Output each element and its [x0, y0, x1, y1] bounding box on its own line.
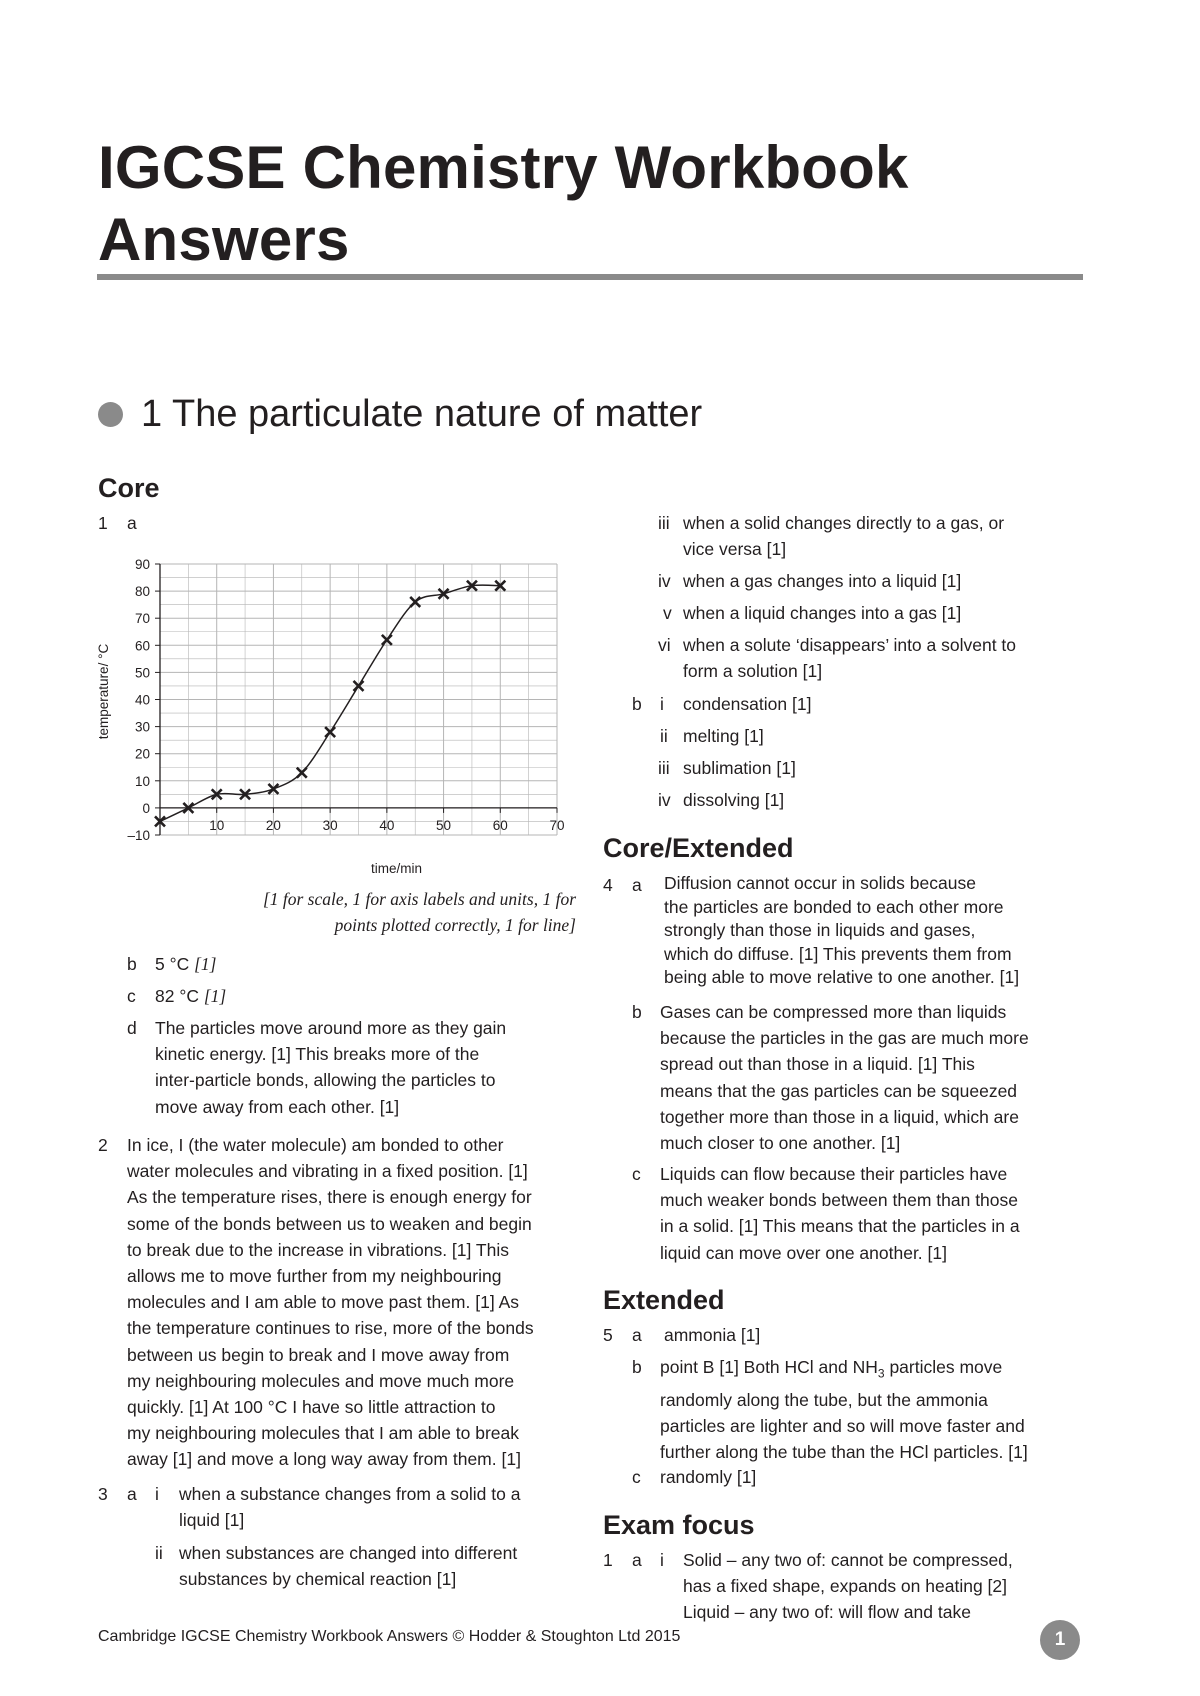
y-tick-label: 90 [134, 557, 150, 572]
q3b-iii-label: iii [658, 758, 670, 778]
y-tick-label: 10 [134, 773, 150, 789]
text-line: move away from each other. [1] [155, 1096, 400, 1117]
q5-number: 5 [603, 1325, 613, 1345]
q2-number: 2 [98, 1135, 108, 1155]
y-tick-label: 80 [134, 584, 150, 600]
text-line: quickly. [1] At 100 °C I have so little attraction to [127, 1397, 496, 1418]
q2-answer [127, 1132, 534, 1473]
text-line: The particles move around more as they gain [155, 1018, 507, 1038]
text-line: much weaker bonds between them than those [660, 1190, 1018, 1211]
q3a-iii-label: iii [658, 513, 670, 533]
text-line: substances by chemical reaction [1] [179, 1569, 457, 1590]
text-line: particles are lighter and so will move faster and [660, 1415, 1025, 1436]
text-line: molecules and I am able to move past them. [1] As [127, 1292, 520, 1313]
text-line: liquid can move over one another. [1] [660, 1242, 947, 1263]
x-tick-label: 20 [265, 817, 281, 833]
text-line: has a fixed shape, expands on heating [2] [683, 1576, 1007, 1597]
text-line: Solid – any two of: cannot be compressed, [683, 1550, 1013, 1570]
x-tick-label: 70 [549, 817, 565, 833]
y-tick-label: 20 [134, 746, 150, 762]
q5a-answer: ammonia [1] [664, 1325, 761, 1345]
q3a-label: a [127, 1484, 137, 1504]
x-tick-label: 10 [209, 817, 225, 833]
q1a-label: a [127, 513, 137, 533]
text-line: Liquids can flow because their particles have [660, 1164, 1008, 1184]
chapter-bullet-icon [98, 402, 123, 427]
x-tick-label: 50 [436, 817, 452, 833]
q3b-ii-answer: melting [1] [683, 726, 764, 746]
q3a-ii-label: ii [155, 1543, 163, 1563]
subscript: 3 [877, 1366, 885, 1381]
footer-copyright: Cambridge IGCSE Chemistry Workbook Answers © Hodder & Stoughton Ltd 2015 [98, 1628, 681, 1645]
section-extended: Extended [603, 1285, 725, 1315]
text-line: in a solid. [1] This means that the particles in a [660, 1216, 1020, 1237]
text-line: much closer to one another. [1] [660, 1133, 901, 1154]
y-tick-label: 30 [134, 719, 150, 735]
q3a-iv-answer: when a gas changes into a liquid [1] [683, 571, 962, 591]
text-line: my neighbouring molecules and move much more [127, 1370, 515, 1391]
text-line: further along the tube than the HCl particles. [1] [660, 1442, 1028, 1463]
q4c-answer [660, 1161, 1020, 1266]
q4c-label: c [632, 1164, 641, 1184]
x-tick-label: 40 [379, 817, 395, 833]
y-axis-label: temperature/ °C [96, 643, 111, 740]
q3-number: 3 [98, 1484, 108, 1504]
text-line: between us begin to break and I move away from [127, 1344, 510, 1365]
q3b-label: b [632, 694, 642, 714]
x-tick-label: 60 [492, 817, 508, 833]
chart-caption-line: [1 for scale, 1 for axis labels and units, 1 for [262, 889, 576, 909]
q4-number: 4 [603, 875, 613, 895]
q5c-answer: randomly [1] [660, 1467, 757, 1487]
text-line: together more than those in a liquid, which are [660, 1106, 1019, 1127]
y-tick-label: 0 [142, 800, 150, 816]
section-core: Core [98, 473, 160, 503]
text-line: the particles are bonded to each other more [664, 896, 1004, 917]
q1b-answer [155, 951, 216, 977]
text-line: my neighbouring molecules that I am able to break [127, 1423, 520, 1444]
q3a-ii-answer [179, 1540, 517, 1592]
y-tick-label: 50 [134, 665, 150, 681]
q3a-i-label: i [155, 1484, 159, 1504]
text-line: inter-particle bonds, allowing the particles to [155, 1070, 496, 1091]
q5a-label: a [632, 1325, 642, 1345]
text-line: kinetic energy. [1] This breaks more of the [155, 1044, 480, 1065]
q3b-iv-label: iv [658, 790, 671, 810]
text-line: randomly along the tube, but the ammonia [660, 1389, 988, 1410]
temperature-time-chart [88, 548, 588, 878]
q1b-text: 5 °C [155, 954, 190, 974]
text-line: vice versa [1] [683, 539, 787, 560]
title-rule [97, 274, 1083, 280]
q1c-text: 82 °C [155, 986, 199, 1006]
q1-number: 1 [98, 513, 108, 533]
section-core-extended: Core/Extended [603, 833, 794, 863]
q3b-iv-answer: dissolving [1] [683, 790, 785, 810]
text-line: form a solution [1] [683, 661, 823, 682]
q3a-v-answer: when a liquid changes into a gas [1] [683, 603, 962, 623]
y-tick-label: 40 [134, 692, 150, 708]
exam-q1a-i-answer [683, 1547, 1013, 1626]
q4a-answer [664, 872, 1019, 990]
q1d-label: d [127, 1018, 137, 1038]
text-line: the temperature continues to rise, more of the bonds [127, 1318, 534, 1339]
q3a-i-answer [179, 1481, 520, 1533]
text-line: allows me to move further from my neighbouring [127, 1266, 502, 1287]
chapter-heading [98, 391, 702, 437]
text-line: As the temperature rises, there is enough energy for [127, 1187, 532, 1208]
text-line: away [1] and move a long way away from them. [1] [127, 1449, 521, 1470]
text-line: when a solid changes directly to a gas, or [683, 513, 1005, 533]
q1b-mark: [1] [194, 954, 217, 974]
q1c-answer [155, 983, 226, 1009]
exam-q1a-i-label: i [660, 1550, 664, 1570]
text-line: which do diffuse. [1] This prevents them from [664, 943, 1012, 964]
q4a-label: a [632, 875, 642, 895]
text-line: Liquid – any two of: will flow and take [683, 1602, 971, 1623]
text-line: means that the gas particles can be squeezed [660, 1080, 1018, 1101]
q3b-i-label: i [660, 694, 664, 714]
exam-q1-number: 1 [603, 1550, 613, 1570]
q3a-vi-answer [683, 632, 1016, 684]
text-line: water molecules and vibrating in a fixed position. [1] [127, 1161, 528, 1182]
text-line: Diffusion cannot occur in solids because [664, 873, 976, 893]
q1c-label: c [127, 986, 136, 1006]
text-line: when a substance changes from a solid to a [179, 1484, 521, 1504]
q3b-ii-label: ii [660, 726, 668, 746]
text-line: liquid [1] [179, 1510, 245, 1531]
q3a-v-label: v [663, 603, 672, 623]
text-line: strongly than those in liquids and gases, [664, 920, 976, 941]
q5b-text: particles move [884, 1357, 1003, 1377]
q4b-label: b [632, 1002, 642, 1022]
q1c-mark: [1] [203, 986, 227, 1006]
q5b-text: point B [1] Both HCl and NH [660, 1357, 878, 1377]
q3b-iii-answer: sublimation [1] [683, 758, 796, 778]
text-line: when substances are changed into different [179, 1543, 518, 1563]
text-line: when a solute ‘disappears’ into a solvent to [683, 635, 1017, 655]
chart-caption-line: points plotted correctly, 1 for line] [334, 915, 576, 935]
q1b-label: b [127, 954, 137, 974]
chart-caption [120, 886, 576, 938]
page-number: 1 [1040, 1620, 1080, 1660]
exam-q1a-label: a [632, 1550, 642, 1570]
chapter-title: 1 The particulate nature of matter [141, 393, 703, 435]
q5b-answer [660, 1354, 1028, 1465]
text-line [660, 1354, 1028, 1387]
q3a-vi-label: vi [658, 635, 671, 655]
section-exam-focus: Exam focus [603, 1510, 755, 1540]
q1d-answer [155, 1015, 506, 1120]
page-title: IGCSE Chemistry Workbook Answers [98, 134, 909, 273]
text-line: Gases can be compressed more than liquids [660, 1002, 1007, 1022]
q5c-label: c [632, 1467, 641, 1487]
x-axis-label: time/min [370, 861, 423, 876]
q4b-answer [660, 999, 1029, 1156]
text-line: to break due to the increase in vibrations. [1] This [127, 1239, 509, 1260]
y-tick-label: 60 [134, 638, 150, 654]
text-line: spread out than those in a liquid. [1] This [660, 1054, 975, 1075]
text-line: In ice, I (the water molecule) am bonded to other [127, 1135, 504, 1155]
y-tick-label: –10 [127, 828, 150, 843]
q5b-label: b [632, 1357, 642, 1377]
text-line: being able to move relative to one another. [1] [664, 967, 1020, 988]
x-tick-label: 30 [322, 817, 338, 833]
text-line: some of the bonds between us to weaken and begin [127, 1213, 532, 1234]
text-line: because the particles in the gas are much more [660, 1028, 1029, 1049]
q3a-iv-label: iv [658, 571, 671, 591]
q3b-i-answer: condensation [1] [683, 694, 812, 714]
y-tick-label: 70 [134, 611, 150, 627]
q3a-iii-answer [683, 510, 1004, 562]
